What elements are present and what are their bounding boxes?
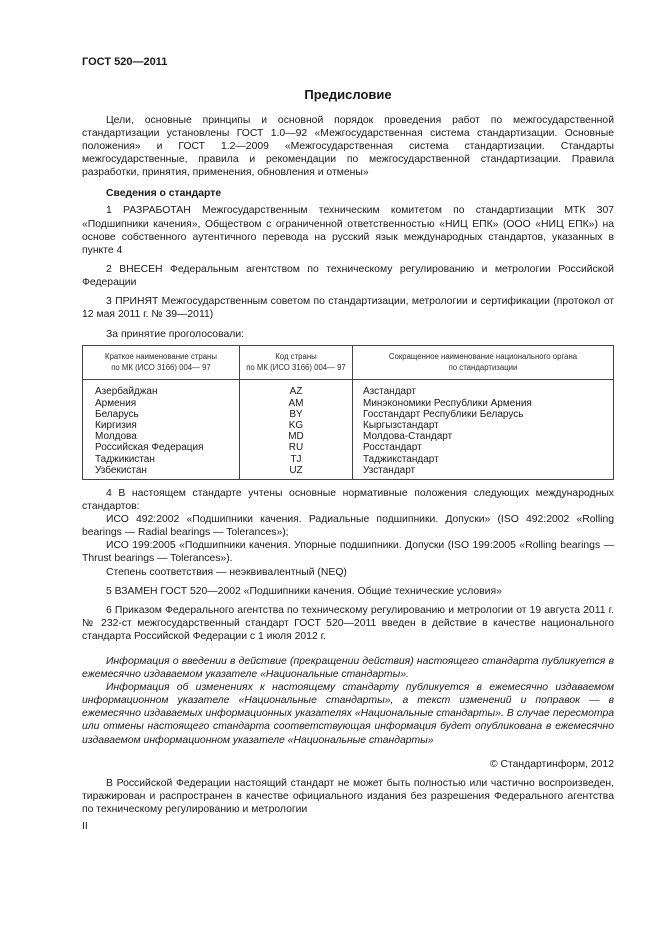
header-country bbox=[83, 346, 240, 380]
cell-country: Российская Федерация bbox=[83, 442, 240, 453]
item-2: 2 ВНЕСЕН Федеральным агентством по техническому регулированию и метрологии Российской Федерации bbox=[82, 263, 614, 288]
document-page bbox=[82, 56, 614, 832]
table-row bbox=[83, 380, 614, 398]
cell-org: Росстандарт bbox=[353, 442, 614, 453]
table-row bbox=[83, 465, 614, 480]
header-text: по МК (ИСО 3166) 004— 97 bbox=[246, 363, 346, 373]
cell-country: Армения bbox=[83, 398, 240, 409]
item-4: 4 В настоящем стандарте учтены основные нормативные положения следующих международных стандартов: bbox=[82, 487, 614, 513]
cell-org: Таджикстандарт bbox=[353, 454, 614, 465]
cell-code: AM bbox=[240, 398, 353, 409]
header-text: Сокращенное наименование национального органа bbox=[388, 352, 578, 362]
table-row bbox=[83, 409, 614, 420]
header-code bbox=[240, 346, 353, 380]
table-row bbox=[83, 442, 614, 453]
header-text: по стандартизации bbox=[448, 363, 518, 373]
cell-code: BY bbox=[240, 409, 353, 420]
table-row bbox=[83, 454, 614, 465]
cell-code: UZ bbox=[240, 465, 353, 480]
cell-org: Госстандарт Республики Беларусь bbox=[353, 409, 614, 420]
item-1: 1 РАЗРАБОТАН Межгосударственным техническим комитетом по стандартизации МТК 307 «Подшипники качения», Обществом с ограниченной ответственностью «НИЦ ЕПК» (ООО «НИЦ ЕПК») на основе собственного аутентичного перевода на русский язык международных стандартов, указанных в пункте 4 bbox=[82, 205, 614, 256]
cell-country: Азербайджан bbox=[83, 380, 240, 398]
cell-code: AZ bbox=[240, 380, 353, 398]
notice-changes: Информация об изменениях к настоящему стандарту публикуется в ежемесячно издаваемом информационном указателе «Национальные стандарты», а текст изменений и поправок — в ежемесячно издаваемых информационных указателях «Национальные стандарты». В случае пересмотра или отмены настоящего стандарта соответствующая информация будет опубликована в ежемесячно издаваемом информационном указателе «Национальные стандарты» bbox=[82, 682, 614, 746]
cell-code: KG bbox=[240, 420, 353, 431]
cell-code: TJ bbox=[240, 454, 353, 465]
cell-org: Узстандарт bbox=[353, 465, 614, 480]
cell-country: Киргизия bbox=[83, 420, 240, 431]
header-text: Краткое наименование страны bbox=[105, 352, 217, 362]
cell-org: Минэкономики Республики Армения bbox=[353, 398, 614, 409]
cell-country: Узбекистан bbox=[83, 465, 240, 480]
table-row bbox=[83, 420, 614, 431]
cell-org: Азстандарт bbox=[353, 380, 614, 398]
rights-notice: В Российской Федерации настоящий стандарт не может быть полностью или частично воспроизведен, тиражирован и распространен в качестве официального издания без разрешения Федерального агентства по техническому регулированию и метрологии bbox=[82, 777, 614, 815]
page-number: II bbox=[82, 821, 88, 832]
copyright: © Стандартинформ, 2012 bbox=[489, 758, 614, 770]
vote-table bbox=[82, 345, 614, 480]
doc-header: ГОСТ 520—2011 bbox=[82, 56, 168, 68]
conformity-degree: Степень соответствия — неэквивалентный (NEQ) bbox=[106, 566, 347, 578]
table-header-row bbox=[83, 346, 614, 380]
table-row bbox=[83, 398, 614, 409]
cell-org: Кыргызстандарт bbox=[353, 420, 614, 431]
header-text: Код страны bbox=[275, 352, 317, 362]
cell-code: RU bbox=[240, 442, 353, 453]
intro-paragraph: Цели, основные принципы и основной порядок проведения работ по межгосударственной стандартизации установлены ГОСТ 1.0—92 «Межгосударственная система стандартизации. Основные положения» и ГОСТ 1.2—2009 «Межгосударственная система стандартизации. Стандарты межгосударственные, правила и рекомендации по межгосударственной стандартизации. Правила разработки, принятия, применения, обновления и отмены» bbox=[82, 115, 614, 179]
cell-country: Беларусь bbox=[83, 409, 240, 420]
cell-country: Молдова bbox=[83, 431, 240, 442]
item-5: 5 ВЗАМЕН ГОСТ 520—2002 «Подшипники качения. Общие технические условия» bbox=[106, 585, 502, 597]
page-title: Предисловие bbox=[304, 87, 392, 102]
item-3: 3 ПРИНЯТ Межгосударственным советом по стандартизации, метрологии и сертификации (протокол от 12 мая 2011 г. № 39—2011) bbox=[82, 296, 614, 321]
section-heading: Сведения о стандарте bbox=[106, 188, 222, 200]
table-row bbox=[83, 431, 614, 442]
header-org bbox=[353, 346, 614, 380]
cell-country: Таджикистан bbox=[83, 454, 240, 465]
cell-org: Молдова-Стандарт bbox=[353, 431, 614, 442]
notice-introduction: Информация о введении в действие (прекращении действия) настоящего стандарта публикуется в ежемесячно издаваемом указателе «Национальные стандарты». bbox=[82, 655, 614, 681]
item-6: 6 Приказом Федерального агентства по техническому регулированию и метрологии от 19 августа 2011 г. № 232-ст межгосударственный стандарт ГОСТ 520—2011 введен в действие в качестве национального стандарта Российской Федерации с 1 июля 2012 г. bbox=[82, 604, 614, 642]
iso-199-reference: ИСО 199:2005 «Подшипники качения. Упорные подшипники. Допуски (ISO 199:2005 «Rolling bearings — Thrust bearings — Tolerances»). bbox=[82, 540, 614, 565]
iso-492-reference: ИСО 492:2002 «Подшипники качения. Радиальные подшипники. Допуски» (ISO 492:2002 «Rolling bearings — Radial bearings — Tolerances»); bbox=[82, 514, 614, 539]
header-text: по МК (ИСО 3166) 004— 97 bbox=[111, 363, 211, 373]
vote-intro: За принятие проголосовали: bbox=[106, 329, 245, 341]
cell-code: MD bbox=[240, 431, 353, 442]
